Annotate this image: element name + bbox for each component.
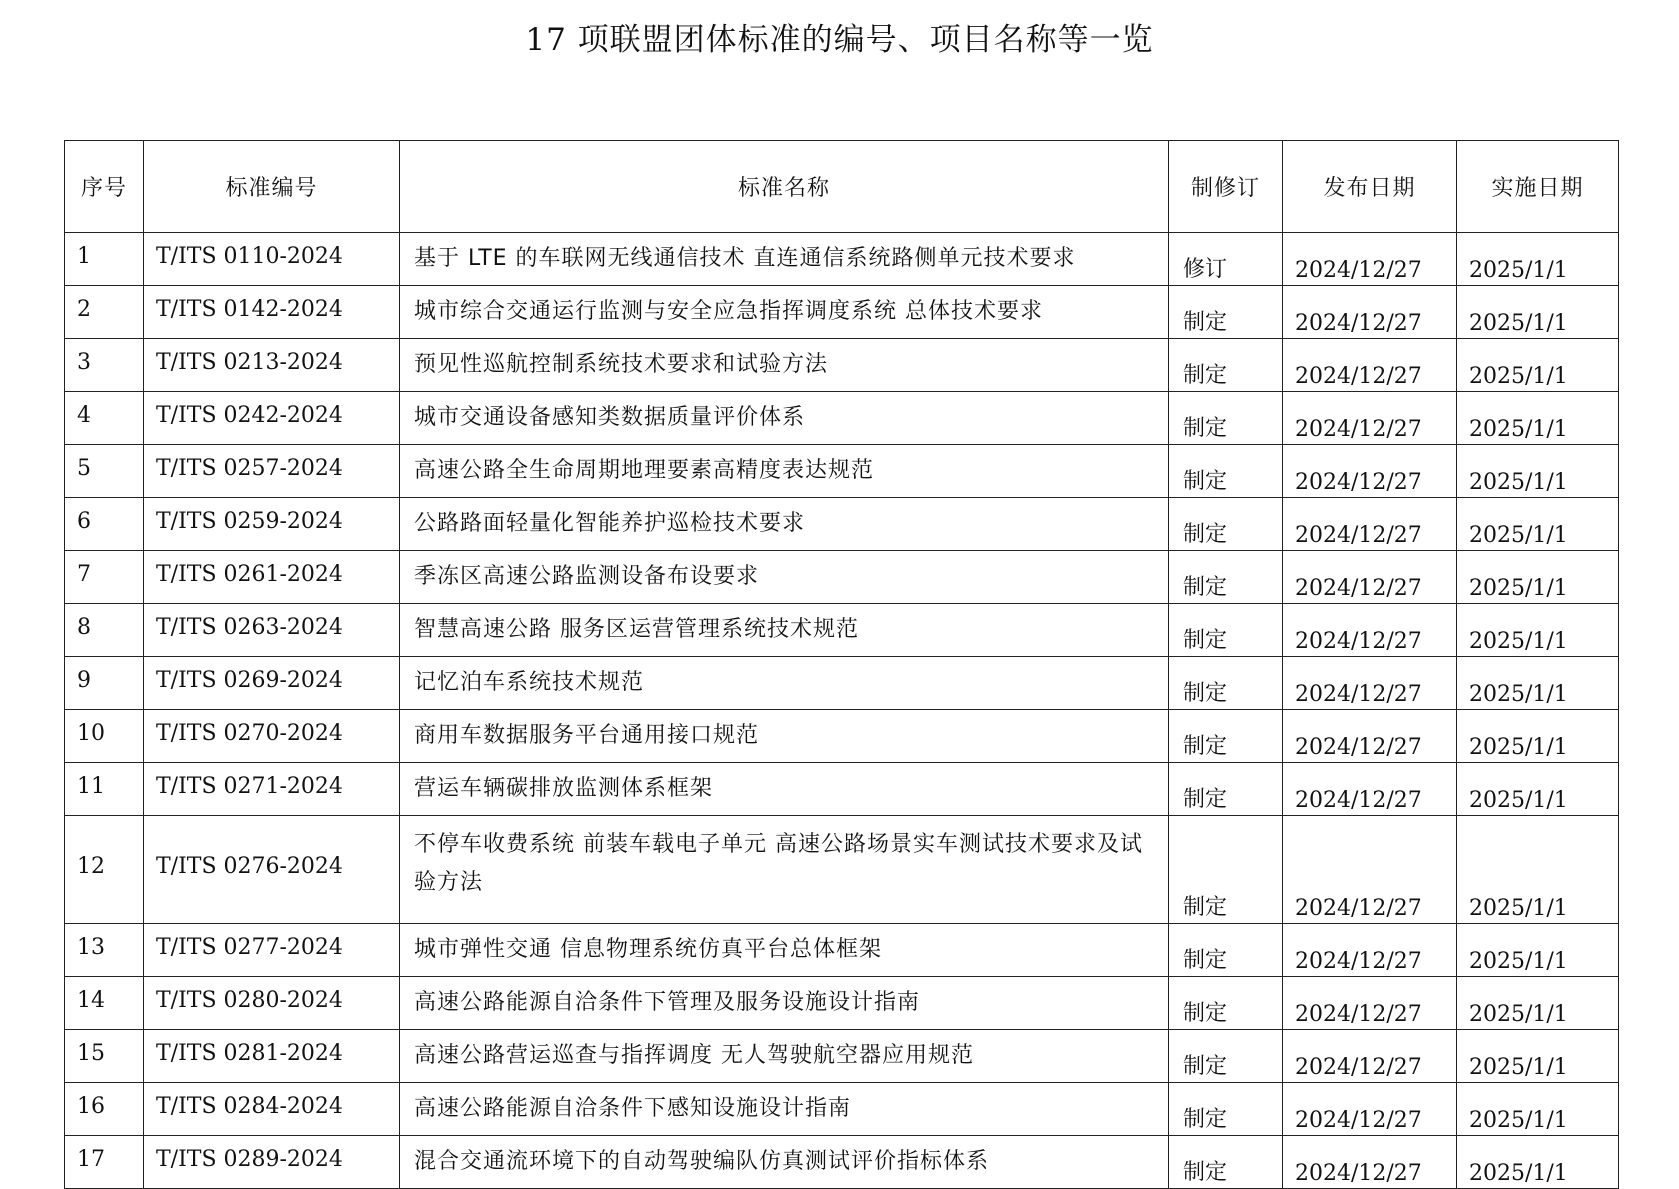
cell-seq: 15: [65, 1030, 144, 1083]
cell-revision-type: 修订: [1169, 233, 1283, 286]
cell-standard-name: 商用车数据服务平台通用接口规范: [400, 710, 1169, 763]
cell-revision-type: 制定: [1169, 710, 1283, 763]
cell-standard-name: 城市交通设备感知类数据质量评价体系: [400, 392, 1169, 445]
cell-standard-code: T/ITS 0257-2024: [144, 445, 400, 498]
table-row: [65, 604, 1619, 657]
cell-revision-type: 制定: [1169, 657, 1283, 710]
cell-implement-date: 2025/1/1: [1457, 657, 1619, 710]
cell-publish-date: 2024/12/27: [1283, 392, 1457, 445]
cell-seq: 8: [65, 604, 144, 657]
table-body: [65, 233, 1619, 1189]
header-name: 标准名称: [400, 141, 1169, 233]
cell-standard-code: T/ITS 0263-2024: [144, 604, 400, 657]
cell-standard-code: T/ITS 0284-2024: [144, 1083, 400, 1136]
table-row: [65, 233, 1619, 286]
cell-standard-code: T/ITS 0142-2024: [144, 286, 400, 339]
cell-publish-date: 2024/12/27: [1283, 763, 1457, 816]
cell-revision-type: 制定: [1169, 816, 1283, 924]
cell-seq: 16: [65, 1083, 144, 1136]
cell-revision-type: 制定: [1169, 763, 1283, 816]
cell-implement-date: 2025/1/1: [1457, 339, 1619, 392]
cell-standard-name: 季冻区高速公路监测设备布设要求: [400, 551, 1169, 604]
cell-publish-date: 2024/12/27: [1283, 1136, 1457, 1189]
table-row: [65, 924, 1619, 977]
cell-standard-name: 基于 LTE 的车联网无线通信技术 直连通信系统路侧单元技术要求: [400, 233, 1169, 286]
cell-standard-name: 不停车收费系统 前装车载电子单元 高速公路场景实车测试技术要求及试验方法: [400, 816, 1169, 924]
table-row: [65, 445, 1619, 498]
table-row: [65, 710, 1619, 763]
cell-implement-date: 2025/1/1: [1457, 924, 1619, 977]
table-row: [65, 286, 1619, 339]
cell-seq: 12: [65, 816, 144, 924]
cell-implement-date: 2025/1/1: [1457, 1136, 1619, 1189]
cell-seq: 14: [65, 977, 144, 1030]
cell-publish-date: 2024/12/27: [1283, 233, 1457, 286]
cell-standard-name: 智慧高速公路 服务区运营管理系统技术规范: [400, 604, 1169, 657]
standards-table: [64, 140, 1619, 1189]
cell-seq: 6: [65, 498, 144, 551]
cell-implement-date: 2025/1/1: [1457, 498, 1619, 551]
cell-revision-type: 制定: [1169, 445, 1283, 498]
page-title: 17 项联盟团体标准的编号、项目名称等一览: [525, 22, 1154, 58]
cell-revision-type: 制定: [1169, 1136, 1283, 1189]
cell-standard-name: 高速公路能源自洽条件下感知设施设计指南: [400, 1083, 1169, 1136]
cell-standard-code: T/ITS 0271-2024: [144, 763, 400, 816]
cell-implement-date: 2025/1/1: [1457, 392, 1619, 445]
cell-standard-code: T/ITS 0281-2024: [144, 1030, 400, 1083]
cell-seq: 13: [65, 924, 144, 977]
cell-implement-date: 2025/1/1: [1457, 710, 1619, 763]
cell-publish-date: 2024/12/27: [1283, 1030, 1457, 1083]
cell-implement-date: 2025/1/1: [1457, 551, 1619, 604]
cell-publish-date: 2024/12/27: [1283, 977, 1457, 1030]
cell-standard-code: T/ITS 0277-2024: [144, 924, 400, 977]
table-row: [65, 551, 1619, 604]
header-row: [65, 141, 1619, 233]
cell-standard-code: T/ITS 0280-2024: [144, 977, 400, 1030]
cell-standard-code: T/ITS 0270-2024: [144, 710, 400, 763]
table-row: [65, 657, 1619, 710]
cell-publish-date: 2024/12/27: [1283, 657, 1457, 710]
cell-implement-date: 2025/1/1: [1457, 1030, 1619, 1083]
cell-publish-date: 2024/12/27: [1283, 710, 1457, 763]
cell-standard-name: 记忆泊车系统技术规范: [400, 657, 1169, 710]
cell-seq: 11: [65, 763, 144, 816]
cell-seq: 9: [65, 657, 144, 710]
cell-implement-date: 2025/1/1: [1457, 816, 1619, 924]
cell-publish-date: 2024/12/27: [1283, 445, 1457, 498]
cell-seq: 5: [65, 445, 144, 498]
cell-publish-date: 2024/12/27: [1283, 339, 1457, 392]
header-code: 标准编号: [144, 141, 400, 233]
header-publish-date: 发布日期: [1283, 141, 1457, 233]
cell-publish-date: 2024/12/27: [1283, 816, 1457, 924]
cell-implement-date: 2025/1/1: [1457, 763, 1619, 816]
cell-standard-name: 城市综合交通运行监测与安全应急指挥调度系统 总体技术要求: [400, 286, 1169, 339]
cell-standard-code: T/ITS 0259-2024: [144, 498, 400, 551]
cell-standard-code: T/ITS 0289-2024: [144, 1136, 400, 1189]
cell-revision-type: 制定: [1169, 551, 1283, 604]
cell-revision-type: 制定: [1169, 498, 1283, 551]
cell-implement-date: 2025/1/1: [1457, 233, 1619, 286]
cell-standard-code: T/ITS 0242-2024: [144, 392, 400, 445]
cell-publish-date: 2024/12/27: [1283, 1083, 1457, 1136]
cell-implement-date: 2025/1/1: [1457, 445, 1619, 498]
cell-standard-code: T/ITS 0261-2024: [144, 551, 400, 604]
cell-standard-code: T/ITS 0276-2024: [144, 816, 400, 924]
cell-standard-name: 预见性巡航控制系统技术要求和试验方法: [400, 339, 1169, 392]
cell-publish-date: 2024/12/27: [1283, 286, 1457, 339]
cell-publish-date: 2024/12/27: [1283, 498, 1457, 551]
table-row: [65, 498, 1619, 551]
cell-standard-code: T/ITS 0213-2024: [144, 339, 400, 392]
cell-revision-type: 制定: [1169, 392, 1283, 445]
cell-seq: 1: [65, 233, 144, 286]
cell-standard-name: 营运车辆碳排放监测体系框架: [400, 763, 1169, 816]
cell-revision-type: 制定: [1169, 339, 1283, 392]
cell-revision-type: 制定: [1169, 1083, 1283, 1136]
cell-revision-type: 制定: [1169, 1030, 1283, 1083]
cell-implement-date: 2025/1/1: [1457, 604, 1619, 657]
table-row: [65, 816, 1619, 924]
header-type: 制修订: [1169, 141, 1283, 233]
cell-revision-type: 制定: [1169, 977, 1283, 1030]
table-row: [65, 977, 1619, 1030]
cell-revision-type: 制定: [1169, 924, 1283, 977]
cell-revision-type: 制定: [1169, 286, 1283, 339]
table-row: [65, 1083, 1619, 1136]
cell-standard-name: 高速公路能源自洽条件下管理及服务设施设计指南: [400, 977, 1169, 1030]
cell-seq: 7: [65, 551, 144, 604]
table-row: [65, 1030, 1619, 1083]
table-row: [65, 339, 1619, 392]
table-row: [65, 1136, 1619, 1189]
table-row: [65, 763, 1619, 816]
cell-revision-type: 制定: [1169, 604, 1283, 657]
cell-seq: 2: [65, 286, 144, 339]
cell-standard-name: 城市弹性交通 信息物理系统仿真平台总体框架: [400, 924, 1169, 977]
table-row: [65, 392, 1619, 445]
cell-seq: 4: [65, 392, 144, 445]
cell-implement-date: 2025/1/1: [1457, 1083, 1619, 1136]
cell-seq: 17: [65, 1136, 144, 1189]
cell-seq: 3: [65, 339, 144, 392]
cell-implement-date: 2025/1/1: [1457, 286, 1619, 339]
cell-implement-date: 2025/1/1: [1457, 977, 1619, 1030]
cell-standard-code: T/ITS 0110-2024: [144, 233, 400, 286]
header-implement-date: 实施日期: [1457, 141, 1619, 233]
cell-standard-name: 高速公路全生命周期地理要素高精度表达规范: [400, 445, 1169, 498]
cell-standard-name: 公路路面轻量化智能养护巡检技术要求: [400, 498, 1169, 551]
cell-publish-date: 2024/12/27: [1283, 551, 1457, 604]
cell-standard-name: 混合交通流环境下的自动驾驶编队仿真测试评价指标体系: [400, 1136, 1169, 1189]
cell-publish-date: 2024/12/27: [1283, 604, 1457, 657]
cell-standard-code: T/ITS 0269-2024: [144, 657, 400, 710]
header-seq: 序号: [65, 141, 144, 233]
cell-standard-name: 高速公路营运巡查与指挥调度 无人驾驶航空器应用规范: [400, 1030, 1169, 1083]
cell-publish-date: 2024/12/27: [1283, 924, 1457, 977]
cell-seq: 10: [65, 710, 144, 763]
